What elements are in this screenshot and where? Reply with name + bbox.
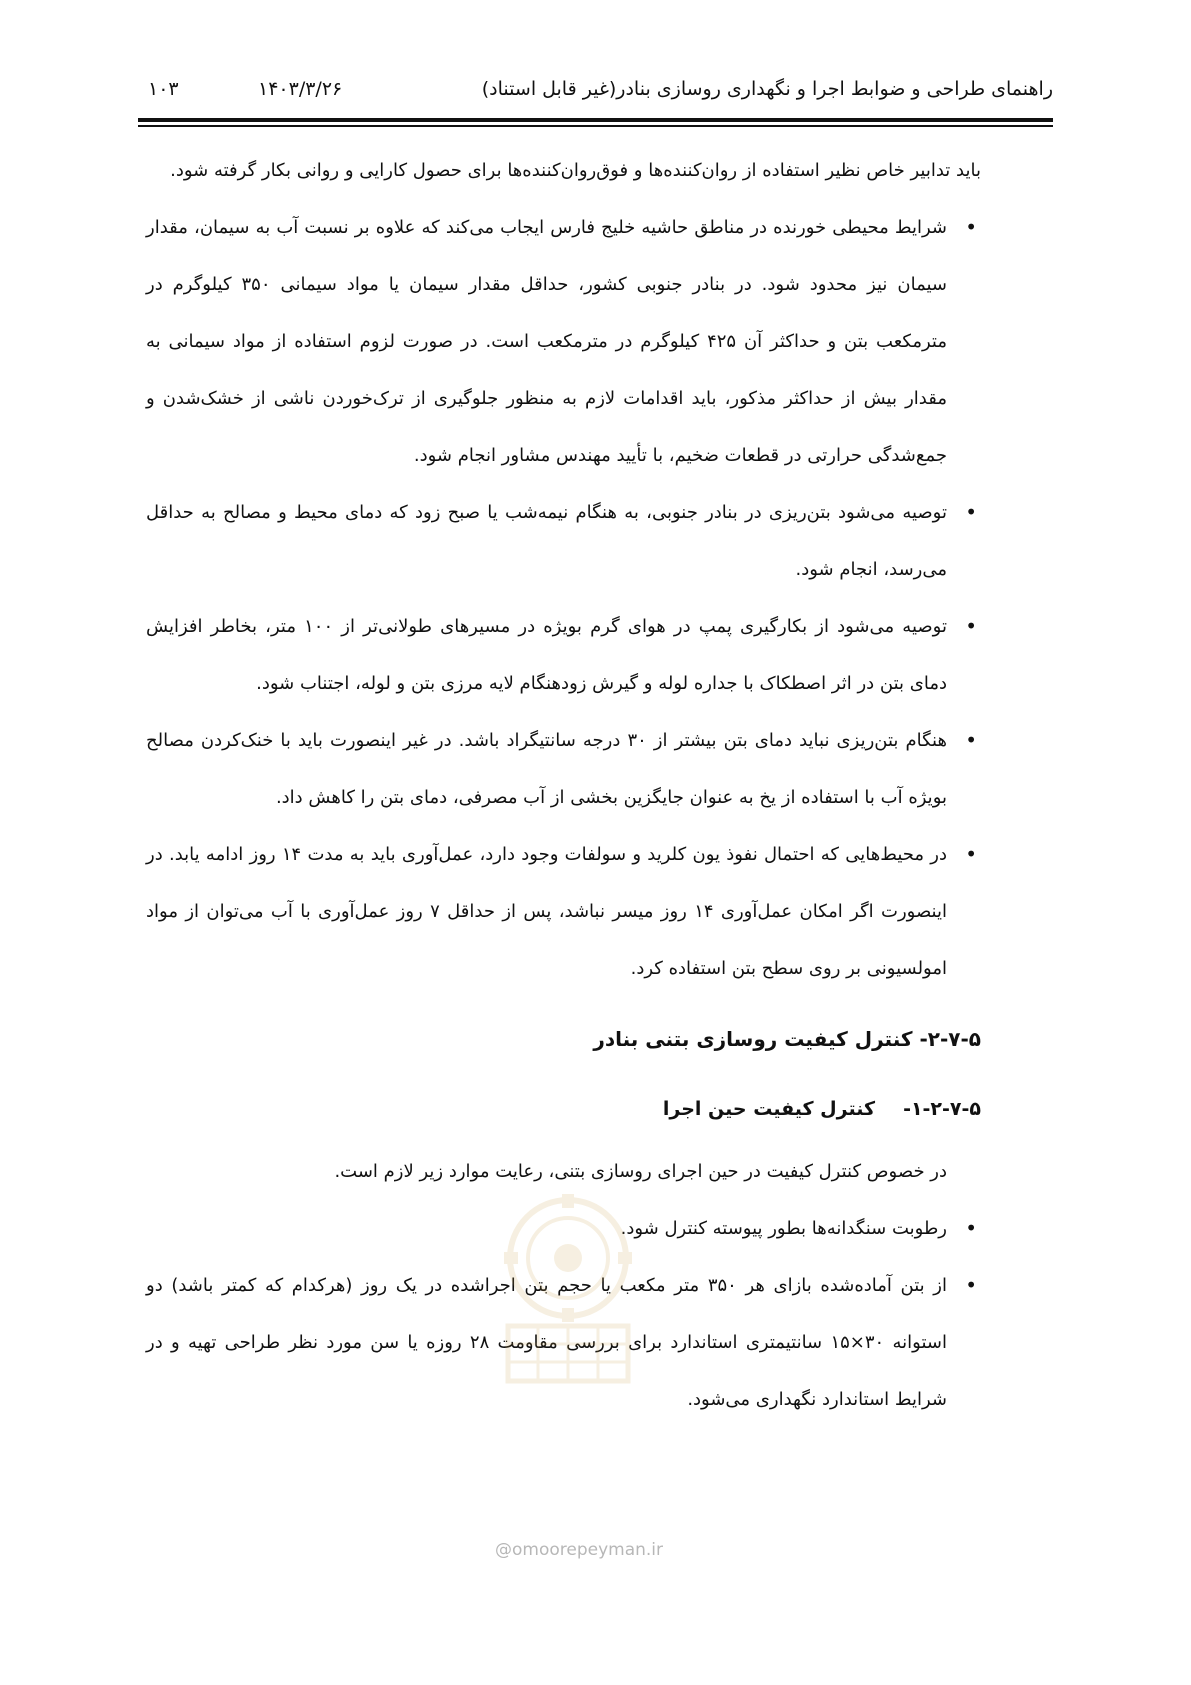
list-item: • توصیه می‌شود از بکارگیری پمپ در هوای گرم بویژه در مسیرهای طولانی‌تر از ۱۰۰ متر، بخاطر افزایش دمای بتن در اثر اصطکاک با جداره لوله و گیرش زودهنگام لایه مرزی بتن و لوله، اجتناب شود. bbox=[146, 598, 981, 712]
header-title: راهنمای طراحی و ضوابط اجرا و نگهداری روسازی بنادر(غیر قابل استناد) bbox=[481, 78, 1053, 100]
subsection-number: ۱-۲-۷-۵- bbox=[903, 1098, 981, 1120]
list-item: • رطوبت سنگدانه‌ها بطور پیوسته کنترل شود. bbox=[146, 1200, 981, 1257]
subsection-title: کنترل کیفیت حین اجرا bbox=[662, 1098, 876, 1120]
section-heading: ۲-۷-۵- کنترل کیفیت روسازی بتنی بنادر bbox=[593, 1027, 981, 1051]
header-rule-thick bbox=[138, 118, 1053, 122]
intro-paragraph: باید تدابیر خاص نظیر استفاده از روان‌کننده‌ها و فوق‌روان‌کننده‌ها برای حصول کارایی و روانی بکار گرفته شود. bbox=[170, 160, 981, 181]
bullet-list-1 bbox=[146, 199, 981, 997]
list-item: • هنگام بتن‌ریزی نباید دمای بتن بیشتر از ۳۰ درجه سانتیگراد باشد. در غیر اینصورت باید با خنک‌کردن مصالح بویژه آب با استفاده از یخ به عنوان جایگزین بخشی از آب مصرفی، دمای بتن را کاهش داد. bbox=[146, 712, 981, 826]
header-rule-thin bbox=[138, 125, 1053, 127]
list-item: • از بتن آماده‌شده بازای هر ۳۵۰ متر مکعب یا حجم بتن اجراشده در یک روز (هرکدام که کمتر باشد) دو استوانه ۳۰×۱۵ سانتیمتری استاندارد برای بررسی مقاومت ۲۸ روزه یا سن مورد نظر طراحی تهیه و در شرایط استاندارد نگهداری می‌شود. bbox=[146, 1257, 981, 1428]
header-date: ۱۴۰۳/۳/۲۶ bbox=[258, 78, 343, 100]
list-item: • توصیه می‌شود بتن‌ریزی در بنادر جنوبی، به هنگام نیمه‌شب یا صبح زود که دمای محیط و مصالح به حداقل می‌رسد، انجام شود. bbox=[146, 484, 981, 598]
page-number: ۱۰۳ bbox=[148, 78, 179, 100]
subsection-heading bbox=[146, 1079, 981, 1139]
running-header bbox=[138, 78, 1053, 110]
watermark-seal-icon bbox=[488, 1186, 648, 1391]
subsection-intro: در خصوص کنترل کیفیت در حین اجرای روسازی بتنی، رعایت موارد زیر لازم است. bbox=[334, 1161, 947, 1182]
list-item: • شرایط محیطی خورنده در مناطق حاشیه خلیج فارس ایجاب می‌کند که علاوه بر نسبت آب به سیمان، مقدار سیمان نیز محدود شود. در بنادر جنوبی کشور، حداقل مقدار سیمان یا مواد سیمانی ۳۵۰ کیلوگرم در مترمکعب بتن و حداکثر آن ۴۲۵ کیلوگرم در مترمکعب است. در صورت لزوم استفاده از مواد سیمانی به مقدار بیش از حداکثر مذکور، باید اقدامات لازم به منظور جلوگیری از ترک‌خوردن ناشی از خشک‌شدن و جمع‌شدگی حرارتی در قطعات ضخیم، با تأیید مهندس مشاور انجام شود. bbox=[146, 199, 981, 484]
list-item: • در محیط‌هایی که احتمال نفوذ یون کلرید و سولفات وجود دارد، عمل‌آوری باید به مدت ۱۴ روز ادامه یابد. در اینصورت اگر امکان عمل‌آوری ۱۴ روز میسر نباشد، پس از حداقل ۷ روز عمل‌آوری با آب می‌توان از مواد امولسیونی بر روی سطح بتن استفاده کرد. bbox=[146, 826, 981, 997]
watermark-url: @omoorepeyman.ir bbox=[495, 1540, 664, 1560]
